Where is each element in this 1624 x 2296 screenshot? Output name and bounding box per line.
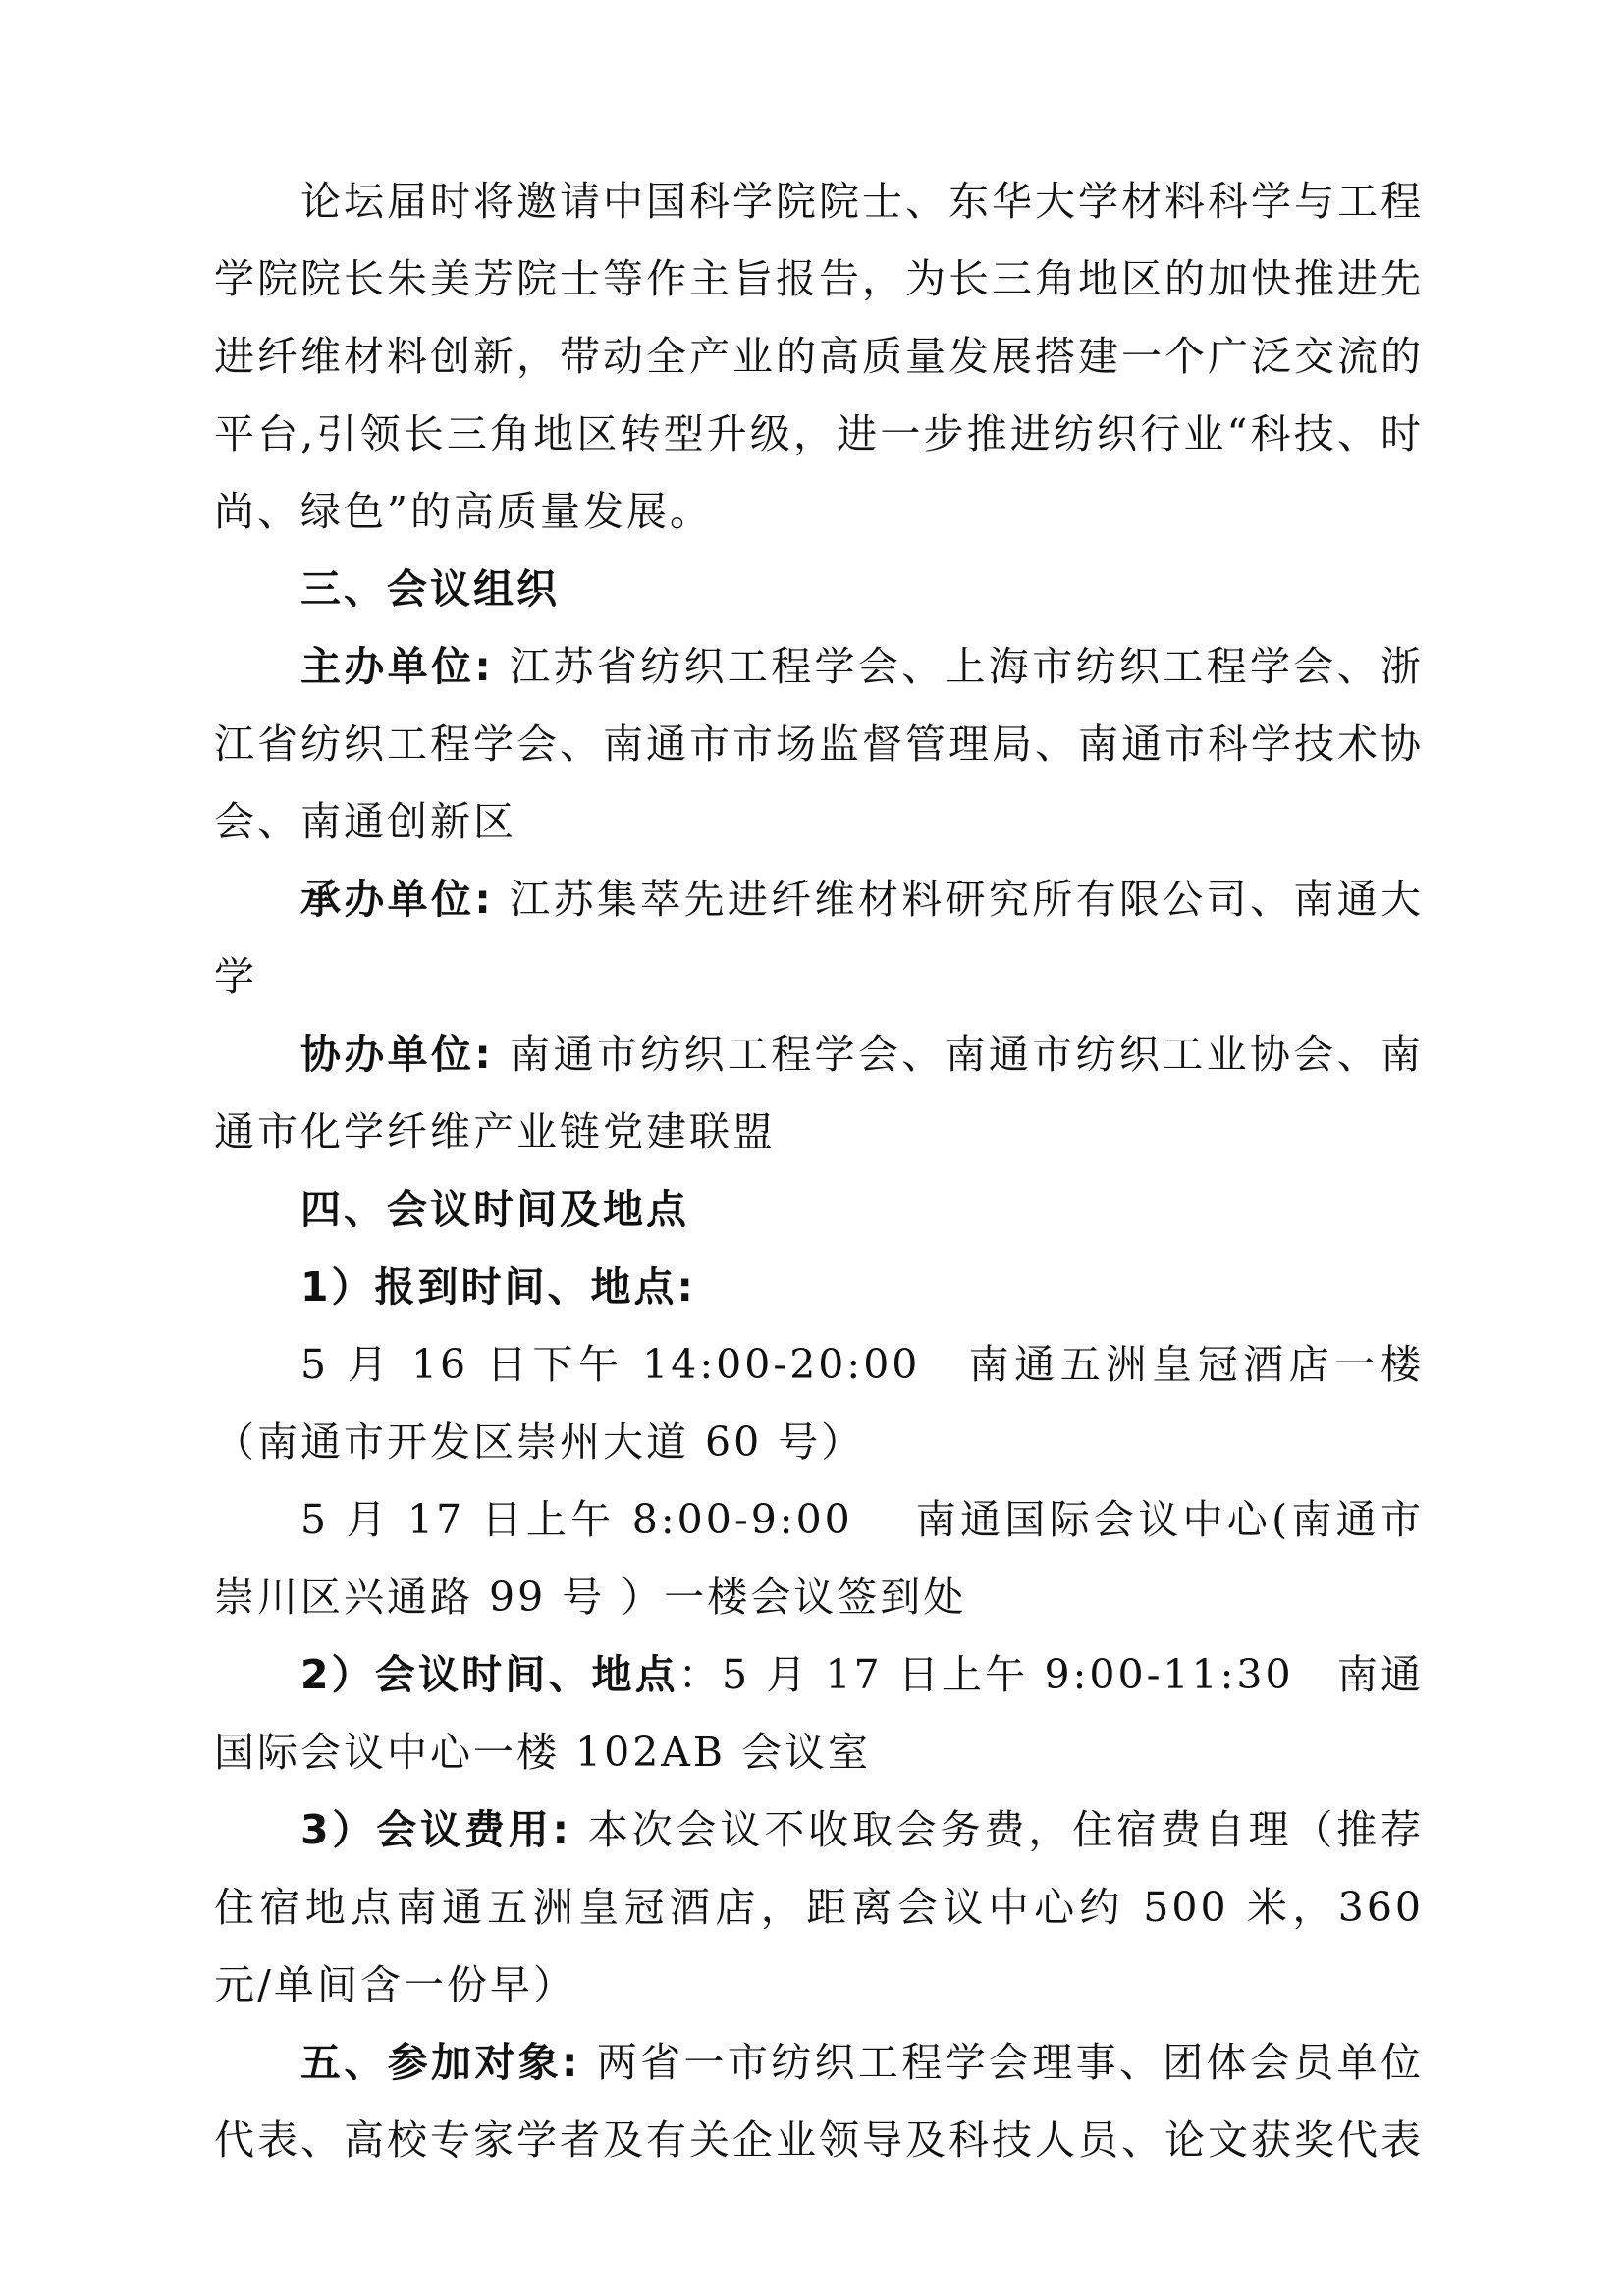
participants-label: 五、参加对象: bbox=[300, 2039, 581, 2086]
meeting-time-label: 2）会议时间、地点 bbox=[300, 1651, 678, 1698]
organizer-label: 承办单位: bbox=[300, 876, 494, 923]
meeting-fee-label: 3）会议费用: bbox=[300, 1806, 571, 1853]
meeting-time-text: ：5 月 17 日上午 9:00-11:30 南通国际会议中心一楼 102AB 会议室 bbox=[214, 1651, 1425, 1776]
participants-paragraph bbox=[214, 2024, 1424, 2179]
document-body bbox=[214, 163, 1424, 2179]
host-units-text: 江苏省纺织工程学会、上海市纺织工程学会、浙江省纺织工程学会、南通市市场监督管理局、南通市科学技术协会、南通创新区 bbox=[214, 643, 1424, 845]
organizer-text: 江苏集萃先进纤维材料研究所有限公司、南通大学 bbox=[214, 876, 1424, 1000]
meeting-time-paragraph bbox=[214, 1636, 1424, 1791]
section-three-heading: 三、会议组织 bbox=[300, 565, 560, 613]
participants-text: 两省一市纺织工程学会理事、团体会员单位代表、高校专家学者及有关企业领导及科技人员、论文获奖代表 bbox=[214, 2039, 1424, 2163]
section-four-heading: 四、会议时间及地点 bbox=[300, 1186, 689, 1233]
co-organizer-paragraph bbox=[214, 1016, 1424, 1171]
co-organizer-label: 协办单位: bbox=[300, 1031, 494, 1078]
intro-paragraph: 论坛届时将邀请中国科学院院士、东华大学材料科学与工程学院院长朱美芳院士等作主旨报告，为长三角地区的加快推进先进纤维材料创新，带动全产业的高质量发展搭建一个广泛交流的平台,引领长三角地区转型升级，进一步推进纺织行业“科技、时尚、绿色”的高质量发展。 bbox=[214, 178, 1424, 535]
host-units-paragraph bbox=[214, 628, 1424, 861]
meeting-fee-text: 本次会议不收取会务费，住宿费自理（推荐住宿地点南通五洲皇冠酒店，距离会议中心约 500 米，360 元/单间含一份早） bbox=[214, 1806, 1424, 2008]
co-organizer-text: 南通市纺织工程学会、南通市纺织工业协会、南通市化学纤维产业链党建联盟 bbox=[214, 1031, 1424, 1155]
checkin-line-1: 5 月 16 日下午 14:00-20:00 南通五洲皇冠酒店一楼（南通市开发区崇州大道 60 号） bbox=[214, 1341, 1424, 1466]
host-units-label: 主办单位: bbox=[300, 643, 494, 690]
checkin-label: 1）报到时间、地点: bbox=[300, 1263, 696, 1310]
organizer-paragraph bbox=[214, 861, 1424, 1016]
checkin-line-2: 5 月 17 日上午 8:00-9:00 南通国际会议中心(南通市崇川区兴通路 99 号 ）一楼会议签到处 bbox=[214, 1496, 1424, 1621]
meeting-fee-paragraph bbox=[214, 1791, 1424, 2024]
